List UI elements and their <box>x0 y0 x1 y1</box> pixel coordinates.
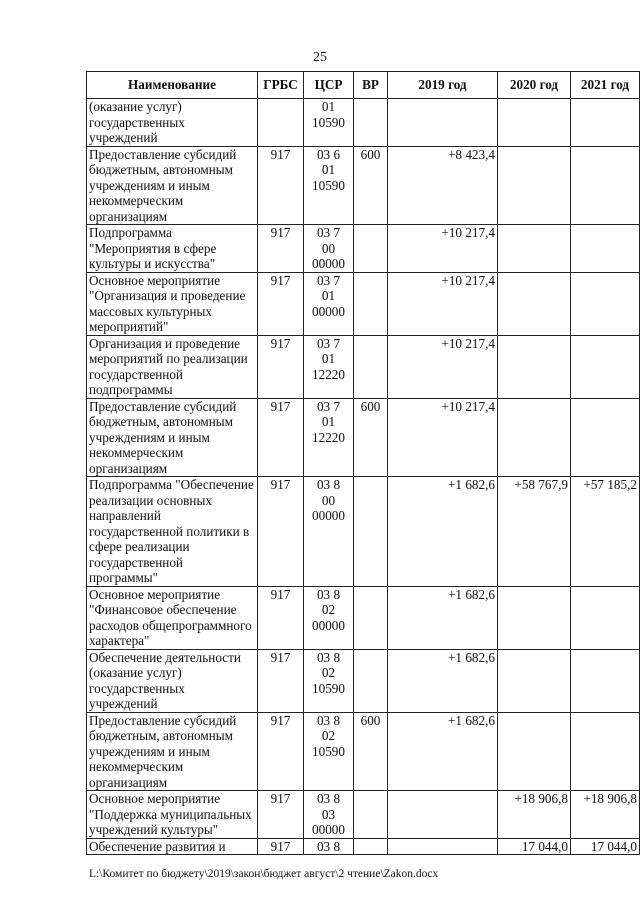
row-grbs: 917 <box>258 225 304 273</box>
row-grbs: 917 <box>258 146 304 225</box>
row-grbs: 917 <box>258 272 304 335</box>
row-vr <box>354 272 388 335</box>
row-2019: +1 682,6 <box>388 712 498 791</box>
header-2021: 2021 год <box>571 72 640 99</box>
table-row <box>87 146 640 225</box>
table-row <box>87 335 640 398</box>
row-2021 <box>571 335 640 398</box>
row-name: Предоставление субсидий бюджетным, автономным учреждениям и иным некоммерческим организациям <box>87 398 258 477</box>
row-grbs: 917 <box>258 586 304 649</box>
row-csr <box>304 146 354 225</box>
row-2020 <box>498 146 571 225</box>
row-2021 <box>571 649 640 712</box>
row-csr <box>304 838 354 855</box>
footer-file-path: L:\Комитет по бюджету\2019\закон\бюджет август\2 чтение\Zakon.docx <box>89 868 439 880</box>
row-csr-part: 01 <box>321 99 336 114</box>
table-row <box>87 649 640 712</box>
row-csr-part: 02 <box>321 728 336 743</box>
budget-table <box>86 71 640 855</box>
row-csr <box>304 398 354 477</box>
row-grbs <box>258 99 304 147</box>
row-vr: 600 <box>354 146 388 225</box>
row-grbs: 917 <box>258 477 304 587</box>
row-2021: +57 185,2 <box>571 477 640 587</box>
table-row <box>87 477 640 587</box>
row-grbs: 917 <box>258 335 304 398</box>
row-csr-part: 03 7 <box>316 225 341 240</box>
row-csr <box>304 477 354 587</box>
row-name: Подпрограмма "Мероприятия в сфере культуры и искусства" <box>87 225 258 273</box>
row-2020: +18 906,8 <box>498 791 571 839</box>
row-grbs: 917 <box>258 791 304 839</box>
row-2021 <box>571 712 640 791</box>
row-csr <box>304 99 354 147</box>
header-name: Наименование <box>87 72 258 99</box>
row-csr <box>304 712 354 791</box>
row-grbs: 917 <box>258 838 304 855</box>
row-2019 <box>388 99 498 147</box>
row-grbs: 917 <box>258 649 304 712</box>
row-csr-part: 03 8 <box>316 477 341 492</box>
row-vr <box>354 225 388 273</box>
row-2020 <box>498 272 571 335</box>
row-csr-part: 00000 <box>312 256 345 271</box>
table-row <box>87 586 640 649</box>
row-csr-part: 03 7 <box>316 398 341 414</box>
row-csr-part: 03 8 <box>316 791 341 806</box>
row-2019: +10 217,4 <box>388 272 498 335</box>
page-number: 25 <box>313 50 327 65</box>
row-2020 <box>498 225 571 273</box>
row-name: Обеспечение развития и <box>87 838 258 855</box>
row-2019: +10 217,4 <box>388 335 498 398</box>
row-2019 <box>388 791 498 839</box>
row-2019: +1 682,6 <box>388 477 498 587</box>
row-csr <box>304 272 354 335</box>
row-2019: +10 217,4 <box>388 225 498 273</box>
row-csr-part: 10590 <box>312 680 345 696</box>
row-2020 <box>498 586 571 649</box>
row-csr-part: 02 <box>321 665 336 680</box>
table-row <box>87 791 640 839</box>
row-csr-part: 03 7 <box>316 272 341 288</box>
row-csr <box>304 649 354 712</box>
row-csr-part: 12220 <box>312 429 345 445</box>
row-name: Предоставление субсидий бюджетным, автономным учреждениям и иным некоммерческим организациям <box>87 146 258 225</box>
table-row <box>87 838 640 855</box>
row-2021 <box>571 398 640 477</box>
row-csr-part: 00000 <box>312 303 345 319</box>
row-2021 <box>571 225 640 273</box>
row-vr <box>354 335 388 398</box>
row-name: Предоставление субсидий бюджетным, автономным учреждениям и иным некоммерческим организациям <box>87 712 258 791</box>
row-grbs: 917 <box>258 712 304 791</box>
row-2021 <box>571 272 640 335</box>
row-csr-part: 10590 <box>312 114 345 130</box>
row-csr-part: 03 7 <box>316 335 341 351</box>
header-grbs: ГРБС <box>258 72 304 99</box>
row-vr <box>354 99 388 147</box>
row-csr-part: 01 <box>321 288 336 303</box>
row-2019: +1 682,6 <box>388 649 498 712</box>
row-csr-part: 03 8 <box>316 586 341 602</box>
header-2020: 2020 год <box>498 72 571 99</box>
row-2019: +10 217,4 <box>388 398 498 477</box>
row-vr: 600 <box>354 712 388 791</box>
row-csr <box>304 335 354 398</box>
table-row <box>87 712 640 791</box>
row-csr-part: 03 8 <box>316 838 341 854</box>
row-name: Подпрограмма "Обеспечение реализации основных направлений государственной политики в сфере реализации государственной программы" <box>87 477 258 587</box>
row-csr <box>304 791 354 839</box>
row-2019: +8 423,4 <box>388 146 498 225</box>
row-csr-part: 00 <box>321 240 336 256</box>
row-vr: 600 <box>354 398 388 477</box>
row-2020 <box>498 99 571 147</box>
row-csr-part: 10590 <box>312 743 345 759</box>
row-csr-part: 00000 <box>312 822 345 837</box>
row-vr <box>354 586 388 649</box>
row-csr-part: 01 <box>321 351 336 366</box>
row-name: Основное мероприятие "Поддержка муниципальных учреждений культуры" <box>87 791 258 839</box>
row-vr <box>354 477 388 587</box>
row-csr-part: 03 8 <box>316 649 341 665</box>
row-csr-part: 03 6 <box>316 146 341 162</box>
row-2021 <box>571 146 640 225</box>
row-grbs: 917 <box>258 398 304 477</box>
row-2020: 17 044,0 <box>498 838 571 855</box>
table-header-row <box>87 72 640 99</box>
header-2019: 2019 год <box>388 72 498 99</box>
row-2019: +1 682,6 <box>388 586 498 649</box>
row-2020 <box>498 335 571 398</box>
row-name: Основное мероприятие "Финансовое обеспечение расходов общепрограммного характера" <box>87 586 258 649</box>
row-csr <box>304 225 354 273</box>
row-2021: +18 906,8 <box>571 791 640 839</box>
row-csr-part: 00 <box>321 492 336 508</box>
row-csr-part: 00000 <box>312 617 345 633</box>
row-csr <box>304 586 354 649</box>
row-2020 <box>498 649 571 712</box>
row-csr-part: 02 <box>321 602 336 617</box>
row-2021 <box>571 586 640 649</box>
header-vr: ВР <box>354 72 388 99</box>
row-csr-part: 01 <box>321 414 336 429</box>
row-name: Организация и проведение мероприятий по реализации государственной подпрограммы <box>87 335 258 398</box>
row-2020: +58 767,9 <box>498 477 571 587</box>
row-2019 <box>388 838 498 855</box>
row-2021: 17 044,0 <box>571 838 640 855</box>
row-vr <box>354 838 388 855</box>
row-name: Обеспечение деятельности (оказание услуг) государственных учреждений <box>87 649 258 712</box>
row-csr-part: 03 8 <box>316 712 341 728</box>
row-2021 <box>571 99 640 147</box>
header-csr: ЦСР <box>304 72 354 99</box>
row-csr-part: 10590 <box>312 177 345 193</box>
row-name: (оказание услуг) государственных учреждений <box>87 99 258 147</box>
row-vr <box>354 791 388 839</box>
row-2020 <box>498 712 571 791</box>
row-vr <box>354 649 388 712</box>
table-row <box>87 398 640 477</box>
row-name: Основное мероприятие "Организация и проведение массовых культурных мероприятий" <box>87 272 258 335</box>
row-2020 <box>498 398 571 477</box>
table-row <box>87 272 640 335</box>
row-csr-part: 03 <box>321 806 336 822</box>
row-csr-part: 12220 <box>312 366 345 382</box>
row-csr-part: 01 <box>321 162 336 177</box>
table-row <box>87 99 640 147</box>
table-row <box>87 225 640 273</box>
row-csr-part: 00000 <box>312 508 345 523</box>
